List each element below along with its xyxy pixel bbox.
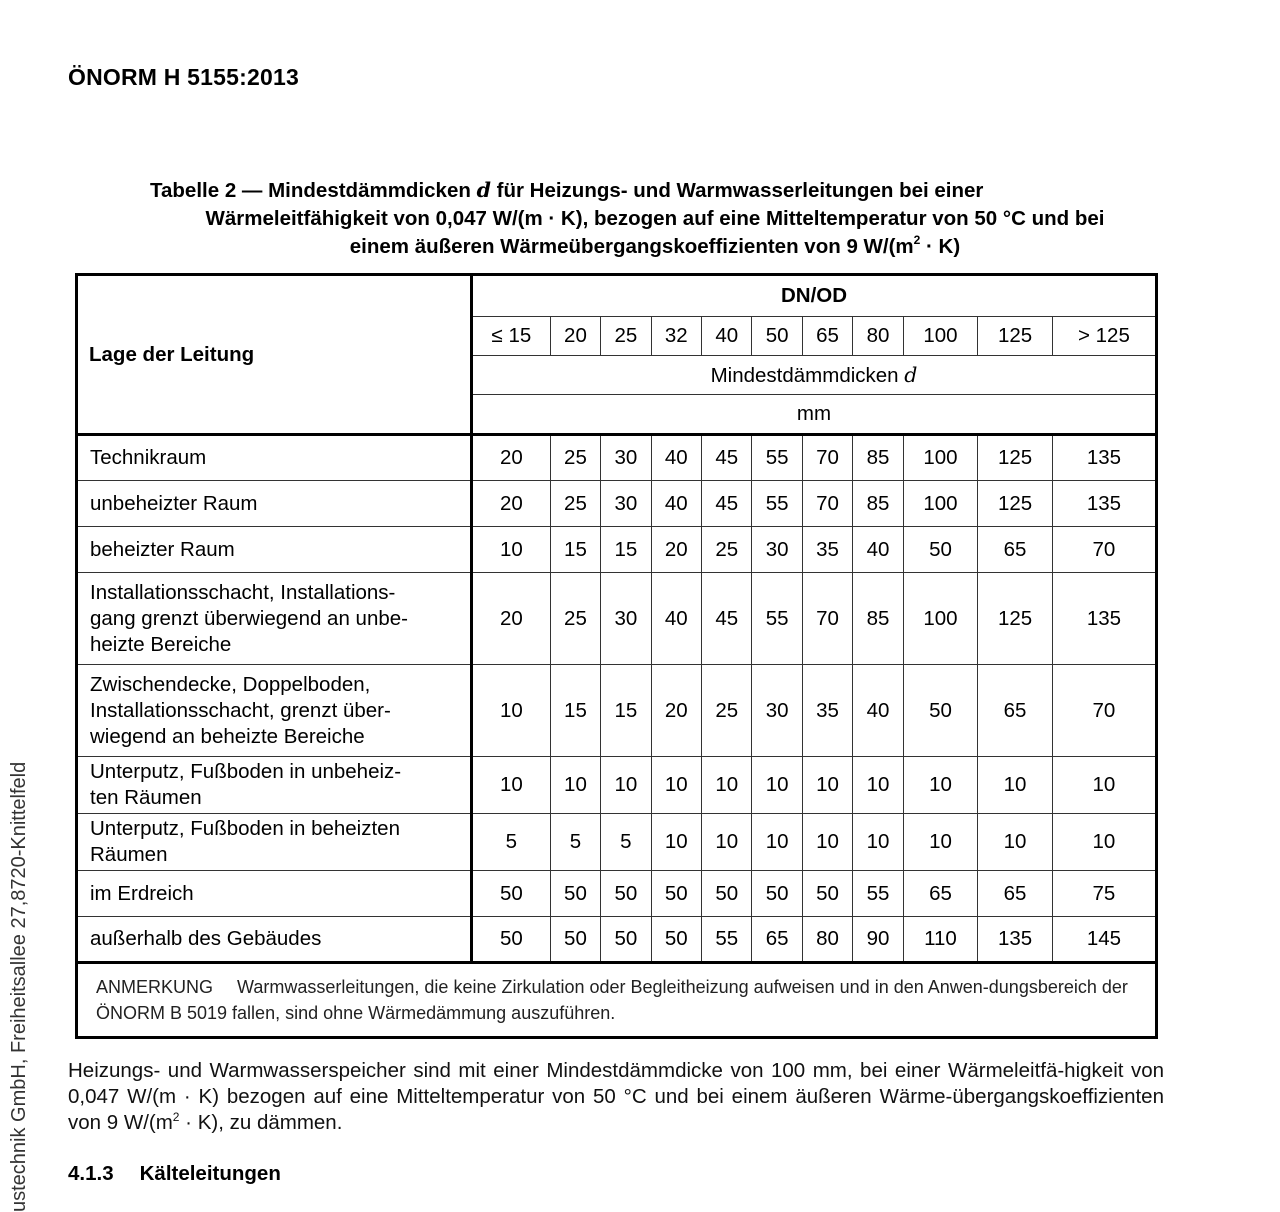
size-header-cell: > 125 (1052, 317, 1156, 356)
value-cell: 10 (550, 757, 600, 814)
value-cell: 65 (978, 665, 1053, 757)
caption-line-3 (140, 233, 1170, 261)
table-row (77, 573, 1157, 665)
caption-line-1-post: für Heizungs- und Warmwasserleitungen bei einer (490, 179, 984, 202)
value-cell: 40 (651, 573, 701, 665)
value-cell: 30 (601, 435, 651, 481)
value-cell: 5 (472, 814, 551, 871)
caption-line-2: Wärmeleitfähigkeit von 0,047 W/(m · K), bezogen auf eine Mitteltemperatur von 50 °C und bei (205, 207, 1105, 230)
caption-line-1 (140, 176, 1170, 205)
value-cell: 70 (802, 573, 852, 665)
value-cell: 10 (472, 665, 551, 757)
value-cell: 50 (601, 871, 651, 917)
storage-paragraph (68, 1058, 1164, 1136)
sub-header-variable: d (904, 362, 918, 387)
caption-line-3-pre: einem äußeren Wärmeübergangskoeffizienten von 9 W/(m (349, 235, 914, 258)
value-cell: 70 (802, 481, 852, 527)
value-cell: 10 (702, 814, 752, 871)
value-cell: 135 (978, 917, 1053, 963)
note-label: ANMERKUNG (96, 977, 214, 997)
value-cell: 70 (1052, 665, 1156, 757)
value-cell: 10 (702, 757, 752, 814)
row-label-cell: Installationsschacht, Installations- gang grenzt überwiegend an unbe- heizte Bereiche (77, 573, 472, 665)
value-cell: 100 (903, 573, 978, 665)
caption-variable: d (476, 178, 491, 202)
table-body (77, 275, 1157, 1038)
value-cell: 10 (802, 814, 852, 871)
value-cell: 50 (550, 871, 600, 917)
value-cell: 125 (978, 435, 1053, 481)
value-cell: 50 (903, 527, 978, 573)
value-cell: 25 (550, 573, 600, 665)
note-cell (77, 963, 1157, 1038)
value-cell: 40 (853, 665, 903, 757)
value-cell: 15 (550, 527, 600, 573)
note-text: Warmwasserleitungen, die keine Zirkulation oder Begleitheizung aufweisen und in den Anwen-dungsbereich der ÖNORM B 5019 fallen, sind ohne Wärmedämmung auszuführen. (96, 977, 1128, 1023)
value-cell: 10 (601, 757, 651, 814)
value-cell: 25 (702, 665, 752, 757)
value-cell: 10 (853, 814, 903, 871)
value-cell: 65 (752, 917, 802, 963)
size-header-cell: ≤ 15 (472, 317, 551, 356)
value-cell: 20 (651, 665, 701, 757)
value-cell: 50 (472, 871, 551, 917)
paragraph-main: Heizungs- und Warmwasserspeicher sind mit einer Mindestdämmdicke von 100 mm, bei einer Wärmeleitfä-higkeit von 0,047 W/(m · K) bezogen auf eine Mitteltemperatur von 50 °C und bei einem äußeren Wärme-übergangskoeffizienten von 9 W/(m (68, 1059, 1164, 1134)
size-header-cell: 32 (651, 317, 701, 356)
paragraph-end: · K), zu dämmen. (179, 1111, 343, 1134)
size-header-cell: 40 (702, 317, 752, 356)
value-cell: 35 (802, 527, 852, 573)
value-cell: 55 (752, 573, 802, 665)
row-label-cell: Unterputz, Fußboden in unbeheiz- ten Räumen (77, 757, 472, 814)
section-number: 4.1.3 (68, 1162, 114, 1185)
row-header-cell: Lage der Leitung (77, 275, 472, 435)
row-label-cell: Unterputz, Fußboden in beheizten Räumen (77, 814, 472, 871)
value-cell: 5 (601, 814, 651, 871)
value-cell: 85 (853, 435, 903, 481)
value-cell: 25 (550, 481, 600, 527)
value-cell: 125 (978, 573, 1053, 665)
value-cell: 15 (601, 665, 651, 757)
value-cell: 30 (601, 481, 651, 527)
value-cell: 50 (472, 917, 551, 963)
value-cell: 50 (903, 665, 978, 757)
size-header-cell: 65 (802, 317, 852, 356)
table-row (77, 917, 1157, 963)
value-cell: 50 (702, 871, 752, 917)
value-cell: 45 (702, 481, 752, 527)
value-cell: 40 (651, 481, 701, 527)
value-cell: 10 (752, 757, 802, 814)
table-row (77, 665, 1157, 757)
value-cell: 110 (903, 917, 978, 963)
value-cell: 85 (853, 481, 903, 527)
value-cell: 25 (702, 527, 752, 573)
value-cell: 70 (1052, 527, 1156, 573)
row-label-cell: Zwischendecke, Doppelboden, Installationsschacht, grenzt über- wiegend an beheizte Bereiche (77, 665, 472, 757)
row-label-cell: im Erdreich (77, 871, 472, 917)
size-header-cell: 25 (601, 317, 651, 356)
value-cell: 50 (651, 917, 701, 963)
value-cell: 65 (978, 871, 1053, 917)
value-cell: 10 (978, 757, 1053, 814)
table-row (77, 527, 1157, 573)
value-cell: 135 (1052, 435, 1156, 481)
value-cell: 145 (1052, 917, 1156, 963)
value-cell: 25 (550, 435, 600, 481)
value-cell: 20 (651, 527, 701, 573)
value-cell: 50 (752, 871, 802, 917)
value-cell: 40 (853, 527, 903, 573)
row-label-cell: außerhalb des Gebäudes (77, 917, 472, 963)
row-label-cell: Technikraum (77, 435, 472, 481)
value-cell: 10 (903, 814, 978, 871)
size-header-cell: 100 (903, 317, 978, 356)
value-cell: 55 (853, 871, 903, 917)
value-cell: 20 (472, 435, 551, 481)
value-cell: 10 (1052, 814, 1156, 871)
table-caption (140, 176, 1170, 261)
value-cell: 30 (752, 665, 802, 757)
value-cell: 65 (978, 527, 1053, 573)
table-row (77, 757, 1157, 814)
unit-cell: mm (472, 395, 1157, 435)
value-cell: 30 (752, 527, 802, 573)
value-cell: 10 (903, 757, 978, 814)
value-cell: 45 (702, 435, 752, 481)
caption-line-1-pre: Tabelle 2 — Mindestdämmdicken (150, 179, 477, 202)
insulation-thickness-table (75, 273, 1158, 1039)
table-row (77, 435, 1157, 481)
sub-header-cell (472, 356, 1157, 395)
value-cell: 30 (601, 573, 651, 665)
value-cell: 20 (472, 573, 551, 665)
value-cell: 65 (903, 871, 978, 917)
value-cell: 10 (472, 527, 551, 573)
value-cell: 85 (853, 573, 903, 665)
value-cell: 135 (1052, 573, 1156, 665)
value-cell: 50 (802, 871, 852, 917)
value-cell: 10 (651, 757, 701, 814)
value-cell: 45 (702, 573, 752, 665)
caption-superscript: 2 (913, 233, 921, 247)
header-row-group (77, 275, 1157, 317)
value-cell: 5 (550, 814, 600, 871)
group-header-cell: DN/OD (472, 275, 1157, 317)
table-row (77, 481, 1157, 527)
value-cell: 50 (601, 917, 651, 963)
value-cell: 80 (802, 917, 852, 963)
value-cell: 75 (1052, 871, 1156, 917)
side-watermark-text: ustechnik GmbH, Freiheitsallee 27,8720-Knittelfeld (8, 761, 30, 1212)
size-header-cell: 50 (752, 317, 802, 356)
caption-line-3-post: · K) (920, 235, 961, 258)
note-row (77, 963, 1157, 1038)
value-cell: 135 (1052, 481, 1156, 527)
value-cell: 55 (752, 481, 802, 527)
size-header-cell: 80 (853, 317, 903, 356)
value-cell: 55 (752, 435, 802, 481)
size-header-cell: 125 (978, 317, 1053, 356)
value-cell: 15 (601, 527, 651, 573)
table-row (77, 871, 1157, 917)
section-heading (68, 1162, 281, 1186)
value-cell: 55 (702, 917, 752, 963)
value-cell: 15 (550, 665, 600, 757)
row-label-cell: unbeheizter Raum (77, 481, 472, 527)
value-cell: 35 (802, 665, 852, 757)
value-cell: 125 (978, 481, 1053, 527)
value-cell: 10 (472, 757, 551, 814)
value-cell: 70 (802, 435, 852, 481)
value-cell: 50 (550, 917, 600, 963)
value-cell: 10 (802, 757, 852, 814)
document-id: ÖNORM H 5155:2013 (68, 64, 299, 90)
value-cell: 10 (978, 814, 1053, 871)
value-cell: 100 (903, 435, 978, 481)
value-cell: 50 (651, 871, 701, 917)
paragraph-superscript: 2 (172, 1110, 180, 1124)
value-cell: 40 (651, 435, 701, 481)
value-cell: 20 (472, 481, 551, 527)
value-cell: 90 (853, 917, 903, 963)
row-label-cell: beheizter Raum (77, 527, 472, 573)
table-row (77, 814, 1157, 871)
value-cell: 10 (752, 814, 802, 871)
section-title: Kälteleitungen (139, 1162, 281, 1185)
size-header-cell: 20 (550, 317, 600, 356)
value-cell: 100 (903, 481, 978, 527)
value-cell: 10 (651, 814, 701, 871)
sub-header-text: Mindestdämmdicken (710, 363, 905, 387)
value-cell: 10 (1052, 757, 1156, 814)
value-cell: 10 (853, 757, 903, 814)
